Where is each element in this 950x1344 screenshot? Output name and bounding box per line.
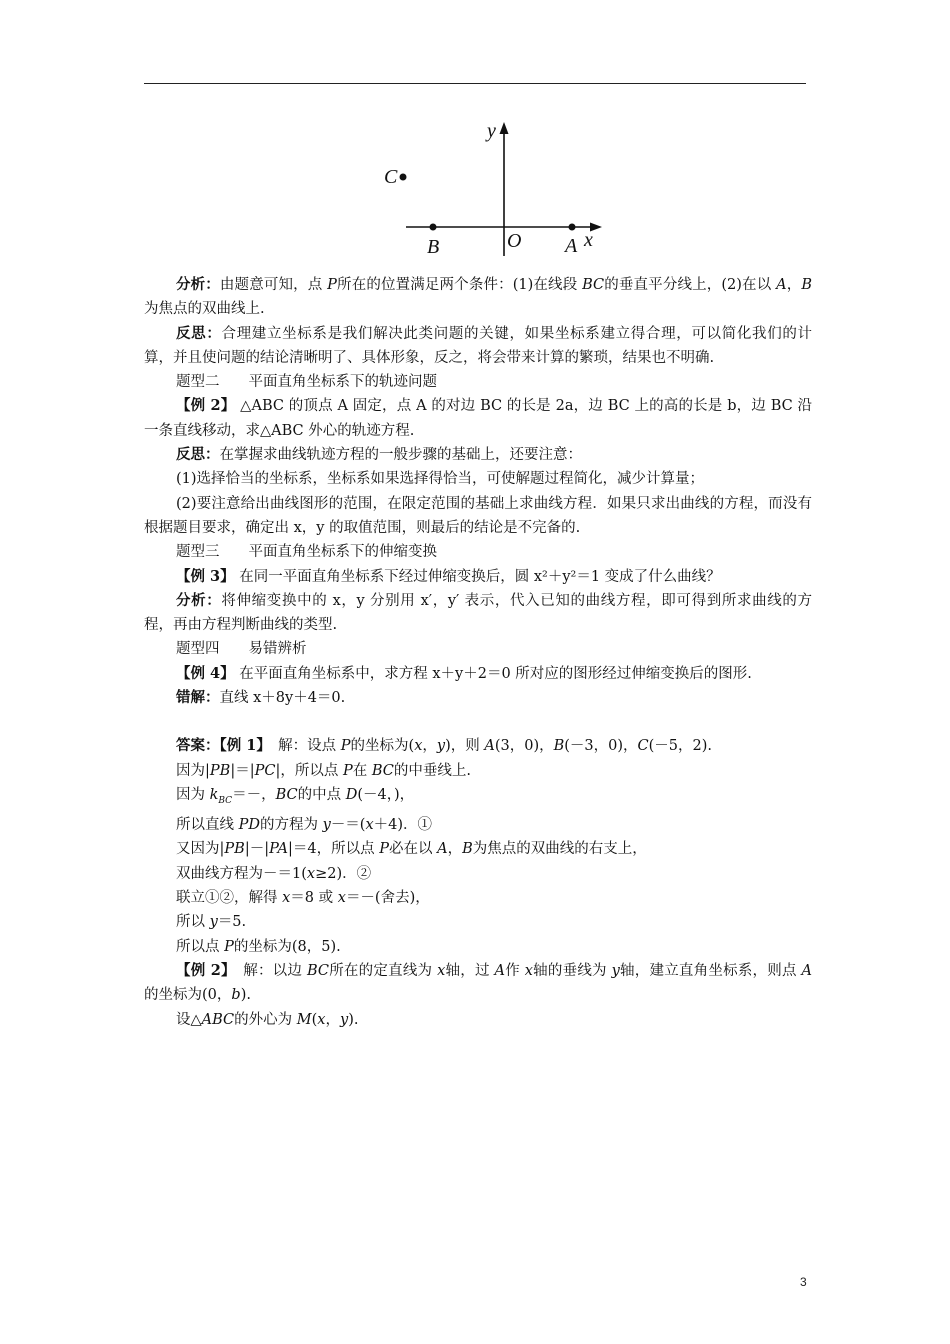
text-run: 在平面直角坐标系中，求方程 x＋y＋2＝0 所对应的图形经过伸缩变换后的图形. bbox=[234, 665, 752, 682]
text-run: 所以 bbox=[176, 914, 210, 931]
text-run: BC bbox=[582, 277, 605, 293]
text-run: 答案： bbox=[176, 737, 220, 755]
text-paragraph bbox=[144, 686, 812, 710]
text-run: P bbox=[224, 938, 234, 955]
text-run: ＝－， bbox=[232, 786, 276, 803]
text-run: A bbox=[484, 738, 495, 755]
text-run: P bbox=[342, 762, 353, 779]
text-run: PA bbox=[269, 841, 288, 858]
text-run: (2)要注意给出曲线图形的范围，在限定范围的基础上求曲线方程．如果只求出曲线的方程，而没有根据题目要求，确定出 x，y 的取值范围，则最后的结论是不完备的. bbox=[144, 495, 812, 536]
point-c-label: C bbox=[384, 166, 398, 188]
text-run: M bbox=[296, 1011, 312, 1028]
text-run: P bbox=[327, 277, 337, 293]
origin-label: O bbox=[507, 230, 522, 252]
text-run: x bbox=[365, 817, 374, 834]
text-run: A bbox=[437, 841, 448, 858]
text-run: 反思： bbox=[176, 446, 220, 464]
text-paragraph bbox=[144, 1008, 812, 1032]
text-run: 【例 3】 bbox=[176, 567, 235, 585]
text-run: 必在以 bbox=[389, 841, 438, 858]
text-run: 联立①②，解得 bbox=[176, 890, 283, 907]
text-run: |－| bbox=[244, 841, 270, 858]
text-run: x bbox=[437, 962, 446, 979]
text-run: 为焦点的双曲线的右支上， bbox=[472, 841, 647, 858]
text-run: △ABC 的顶点 A 固定，点 A 的对边 BC 的长是 2a，边 BC 上的高的长是 b，边 BC 沿一条直线移动，求△ABC 外心的轨迹方程. bbox=[144, 398, 812, 439]
text-run: ＝5. bbox=[217, 914, 247, 931]
point-b bbox=[430, 224, 437, 231]
text-run: BC bbox=[306, 962, 329, 979]
text-run: 分析： bbox=[176, 591, 222, 609]
text-run: (－5，2). bbox=[648, 738, 713, 755]
text-run: x bbox=[282, 890, 291, 907]
text-run: ). bbox=[348, 1011, 359, 1028]
text-paragraph bbox=[144, 734, 812, 758]
text-paragraph bbox=[144, 370, 812, 394]
text-run: 题型四 易错辨析 bbox=[176, 641, 307, 658]
text-run: A bbox=[776, 277, 787, 293]
text-run: y bbox=[322, 817, 331, 834]
text-run: ， bbox=[786, 277, 802, 293]
text-run: 轴的垂线为 bbox=[532, 962, 612, 979]
text-run: BC bbox=[218, 795, 233, 806]
text-run: BC bbox=[275, 786, 298, 803]
text-run: 错解： bbox=[176, 689, 220, 707]
text-run: )，则 bbox=[445, 738, 485, 755]
text-run: y bbox=[339, 1011, 349, 1028]
text-run: 的中垂线上. bbox=[393, 762, 471, 779]
text-run: ABC bbox=[201, 1011, 235, 1028]
text-run: x bbox=[306, 865, 316, 882]
point-a bbox=[569, 224, 576, 231]
header-rule bbox=[144, 83, 806, 84]
y-axis-label: y bbox=[487, 120, 496, 142]
text-run: 的外心为 bbox=[234, 1011, 297, 1028]
text-paragraph bbox=[144, 783, 812, 813]
text-paragraph bbox=[144, 862, 812, 886]
text-paragraph bbox=[144, 394, 812, 443]
text-paragraph bbox=[144, 886, 812, 910]
text-run: 所以直线 bbox=[176, 817, 239, 834]
text-run: 解：设点 bbox=[263, 738, 341, 755]
text-run: |，所以点 bbox=[275, 762, 343, 779]
text-run: ＝8 或 bbox=[290, 890, 338, 907]
text-run: b bbox=[231, 987, 241, 1004]
text-run: 反思： bbox=[176, 324, 222, 342]
text-run: 题型三 平面直角坐标系下的伸缩变换 bbox=[176, 544, 437, 561]
text-run: 由题意可知，点 bbox=[219, 277, 328, 293]
section-gap bbox=[144, 710, 812, 734]
text-run: (1)选择恰当的坐标系，坐标系如果选择得恰当，可使解题过程简化，减少计算量； bbox=[176, 471, 705, 488]
text-run: 设△ bbox=[176, 1011, 202, 1028]
text-run: 作 bbox=[504, 962, 525, 979]
text-run: PD bbox=[238, 817, 260, 834]
text-run: y bbox=[611, 962, 620, 979]
text-run: 为焦点的双曲线上. bbox=[144, 301, 265, 318]
text-run: (3，0)， bbox=[494, 738, 554, 755]
text-paragraph bbox=[144, 813, 812, 837]
text-run: B bbox=[462, 841, 473, 858]
text-run: 在掌握求曲线轨迹方程的一般步骤的基础上，还要注意： bbox=[219, 447, 582, 464]
text-run: 的坐标为(8，5). bbox=[233, 938, 341, 955]
text-run: y bbox=[209, 914, 218, 931]
text-run: (－3，0)， bbox=[564, 738, 638, 755]
point-b-label: B bbox=[427, 236, 440, 258]
text-run: ， bbox=[447, 841, 463, 858]
page-number: 3 bbox=[800, 1275, 807, 1289]
text-run: k bbox=[209, 786, 219, 803]
text-run: (－4，)， bbox=[357, 786, 415, 803]
coordinate-figure bbox=[376, 118, 616, 266]
text-run: 轴，建立直角坐标系，则点 bbox=[619, 962, 802, 979]
text-run: 的坐标为(0， bbox=[144, 987, 232, 1004]
text-run: BC bbox=[371, 762, 394, 779]
text-run: 【例 4】 bbox=[176, 664, 235, 682]
text-run: PC bbox=[254, 762, 276, 779]
text-run: －＝( bbox=[330, 817, 366, 834]
document-body bbox=[144, 273, 812, 1032]
text-paragraph bbox=[144, 589, 812, 638]
text-paragraph bbox=[144, 322, 812, 371]
text-run: 的方程为 bbox=[260, 817, 323, 834]
text-paragraph bbox=[144, 935, 812, 959]
text-run: ＝－(舍去)， bbox=[345, 890, 430, 907]
text-run: 的坐标为( bbox=[350, 738, 415, 755]
text-run: 【例 1】 bbox=[219, 737, 264, 755]
text-run: 直线 x＋8y＋4＝0. bbox=[219, 690, 346, 707]
text-paragraph bbox=[144, 467, 812, 491]
text-run: 的垂直平分线上，(2)在以 bbox=[604, 277, 777, 293]
text-run: 双曲线方程为－＝1( bbox=[176, 865, 307, 882]
text-run: 所在的定直线为 bbox=[328, 962, 438, 979]
text-run: |＝4，所以点 bbox=[288, 841, 380, 858]
text-run: 题型二 平面直角坐标系下的轨迹问题 bbox=[176, 374, 437, 391]
text-run: 又因为| bbox=[176, 841, 225, 858]
text-run: 分析： bbox=[176, 276, 220, 293]
text-run: 【例 2】 bbox=[176, 397, 236, 415]
text-run: A bbox=[801, 962, 813, 979]
text-run: ， bbox=[325, 1011, 340, 1028]
text-run: x bbox=[317, 1011, 326, 1028]
text-run: y bbox=[436, 738, 446, 755]
text-run: PB bbox=[209, 762, 231, 779]
text-run: x bbox=[414, 738, 423, 755]
axes-diagram bbox=[376, 118, 616, 266]
text-paragraph bbox=[144, 662, 812, 686]
text-run: 解：以边 bbox=[228, 962, 307, 979]
text-run: 所在的位置满足两个条件：(1)在线段 bbox=[336, 277, 583, 293]
text-run: ， bbox=[422, 738, 437, 755]
text-paragraph bbox=[144, 273, 812, 322]
text-run: 在同一平面直角坐标系下经过伸缩变换后，圆 x²＋y²＝1 变成了什么曲线？ bbox=[234, 568, 721, 585]
text-run: ≥2)．② bbox=[315, 865, 372, 882]
text-run: 在 bbox=[352, 762, 372, 779]
text-run: P bbox=[340, 738, 351, 755]
text-run: x bbox=[337, 890, 346, 907]
text-run: x bbox=[524, 962, 533, 979]
text-paragraph bbox=[144, 492, 812, 541]
text-paragraph bbox=[144, 837, 812, 861]
text-run: 因为| bbox=[176, 762, 210, 779]
text-paragraph bbox=[144, 910, 812, 934]
text-run: 轴，过 bbox=[445, 962, 495, 979]
x-axis-label: x bbox=[584, 229, 593, 251]
text-run: 将伸缩变换中的 x，y 分别用 x′，y′ 表示，代入已知的曲线方程，即可得到所求曲线的方程，再由方程判断曲线的类型. bbox=[144, 592, 812, 634]
text-run: 合理建立坐标系是我们解决此类问题的关键，如果坐标系建立得合理，可以简化我们的计算，并且使问题的结论清晰明了、具体形象，反之，将会带来计算的繁琐，结果也不明确. bbox=[144, 325, 813, 366]
point-c bbox=[400, 174, 407, 181]
text-run: A bbox=[494, 962, 505, 979]
point-a-label: A bbox=[565, 235, 578, 257]
y-axis-arrow bbox=[500, 122, 509, 134]
text-run: ＋4)．① bbox=[373, 817, 433, 834]
text-paragraph bbox=[144, 959, 812, 1008]
text-run: C bbox=[637, 738, 649, 755]
text-paragraph bbox=[144, 540, 812, 564]
text-paragraph bbox=[144, 637, 812, 661]
text-run: P bbox=[379, 841, 389, 858]
text-run: 【例 2】 bbox=[176, 961, 229, 979]
text-run: ). bbox=[240, 987, 251, 1004]
text-run: ( bbox=[311, 1011, 318, 1028]
text-run: 所以点 bbox=[176, 938, 225, 955]
text-paragraph bbox=[144, 443, 812, 467]
text-run: 因为 bbox=[176, 786, 210, 803]
text-run: B bbox=[801, 277, 813, 293]
text-run: PB bbox=[224, 841, 245, 858]
text-run: |＝| bbox=[230, 762, 255, 779]
text-run: 的中点 bbox=[297, 786, 346, 803]
text-paragraph bbox=[144, 565, 812, 589]
text-run: B bbox=[553, 738, 565, 755]
text-run: D bbox=[345, 786, 358, 803]
text-paragraph bbox=[144, 759, 812, 783]
